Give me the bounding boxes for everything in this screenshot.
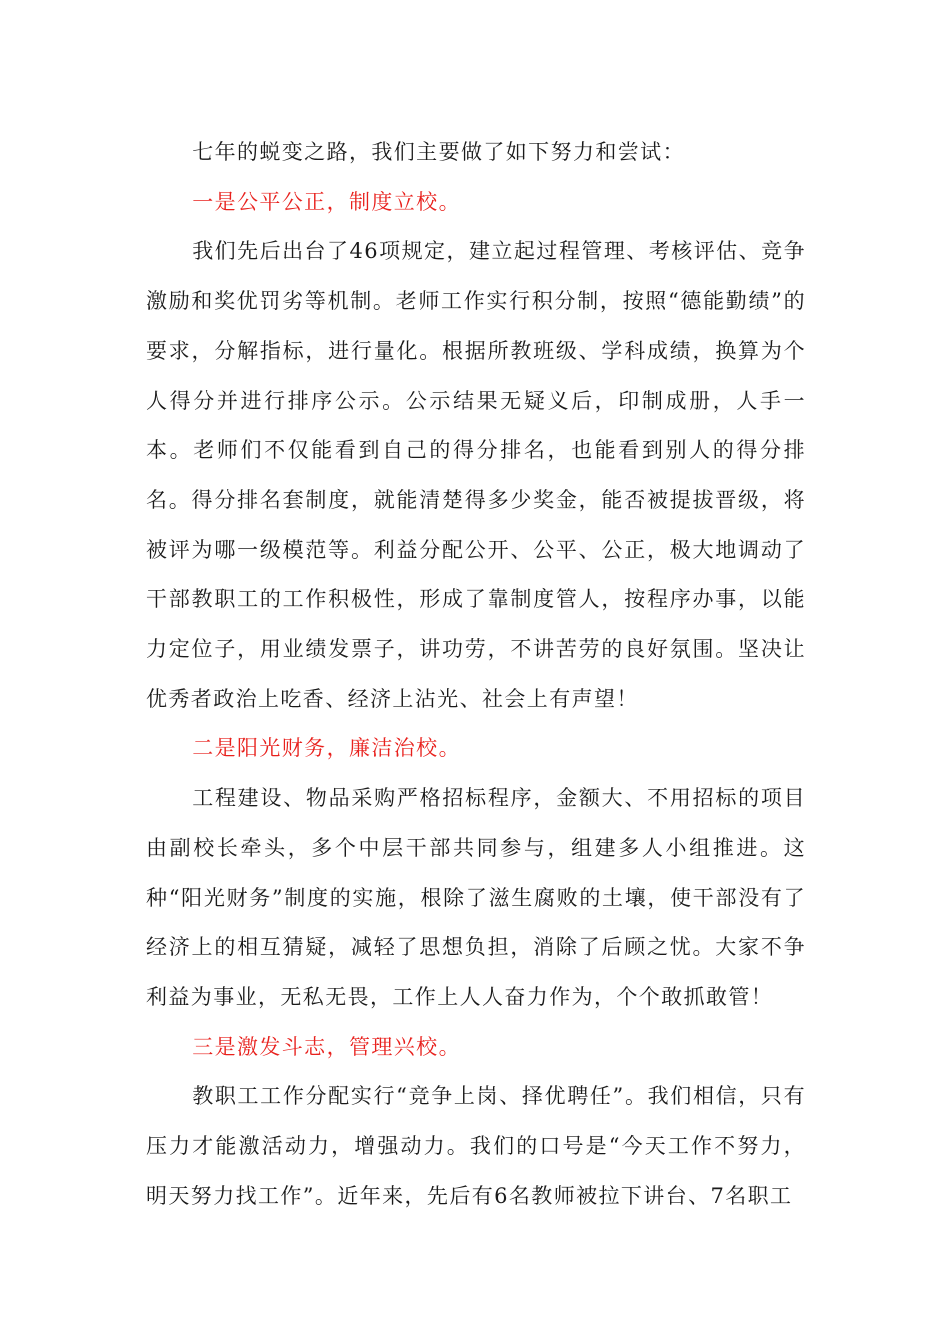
finance-paragraph: 工程建设、物品采购严格招标程序，金额大、不用招标的项目由副校长牵头，多个中层干部共同参与，组建多人小组推进。这种“阳光财务”制度的实施，根除了滋生腐败的土壤，使干部没有了经济上的相互猜疑，减轻了思想负担，消除了后顾之忧。大家不争利益为事业，无私无畏，工作上人人奋力作为，个个敢抓敢管！ (146, 786, 806, 1009)
management-paragraph: 教职工工作分配实行“竞争上岗、择优聘任”。我们相信，只有压力才能激活动力，增强动力。我们的口号是“今天工作不努力，明天努力找工作”。近年来，先后有6名教师被拉下讲台、7名职工 (146, 1084, 806, 1208)
section-heading-fairness: 一是公平公正，制度立校。 (192, 189, 461, 214)
intro-paragraph: 七年的蜕变之路，我们主要做了如下努力和尝试： (192, 140, 685, 164)
section-heading-management: 三是激发斗志，管理兴校。 (192, 1034, 461, 1059)
document-body (146, 128, 806, 1221)
fairness-paragraph: 我们先后出台了46项规定，建立起过程管理、考核评估、竞争激励和奖优罚劣等机制。老师工作实行积分制，按照“德能勤绩”的要求，分解指标，进行量化。根据所教班级、学科成绩，换算为个人得分并进行排序公示。公示结果无疑义后，印制成册，人手一本。老师们不仅能看到自己的得分排名，也能看到别人的得分排名。得分排名套制度，就能清楚得多少奖金，能否被提拔晋级，将被评为哪一级模范等。利益分配公开、公平、公正，极大地调动了干部教职工的工作积极性，形成了靠制度管人，按程序办事，以能力定位子，用业绩发票子，讲功劳，不讲苦劳的良好氛围。坚决让优秀者政治上吃香、经济上沾光、社会上有声望！ (146, 239, 806, 711)
section-heading-finance: 二是阳光财务，廉洁治校。 (192, 736, 461, 761)
